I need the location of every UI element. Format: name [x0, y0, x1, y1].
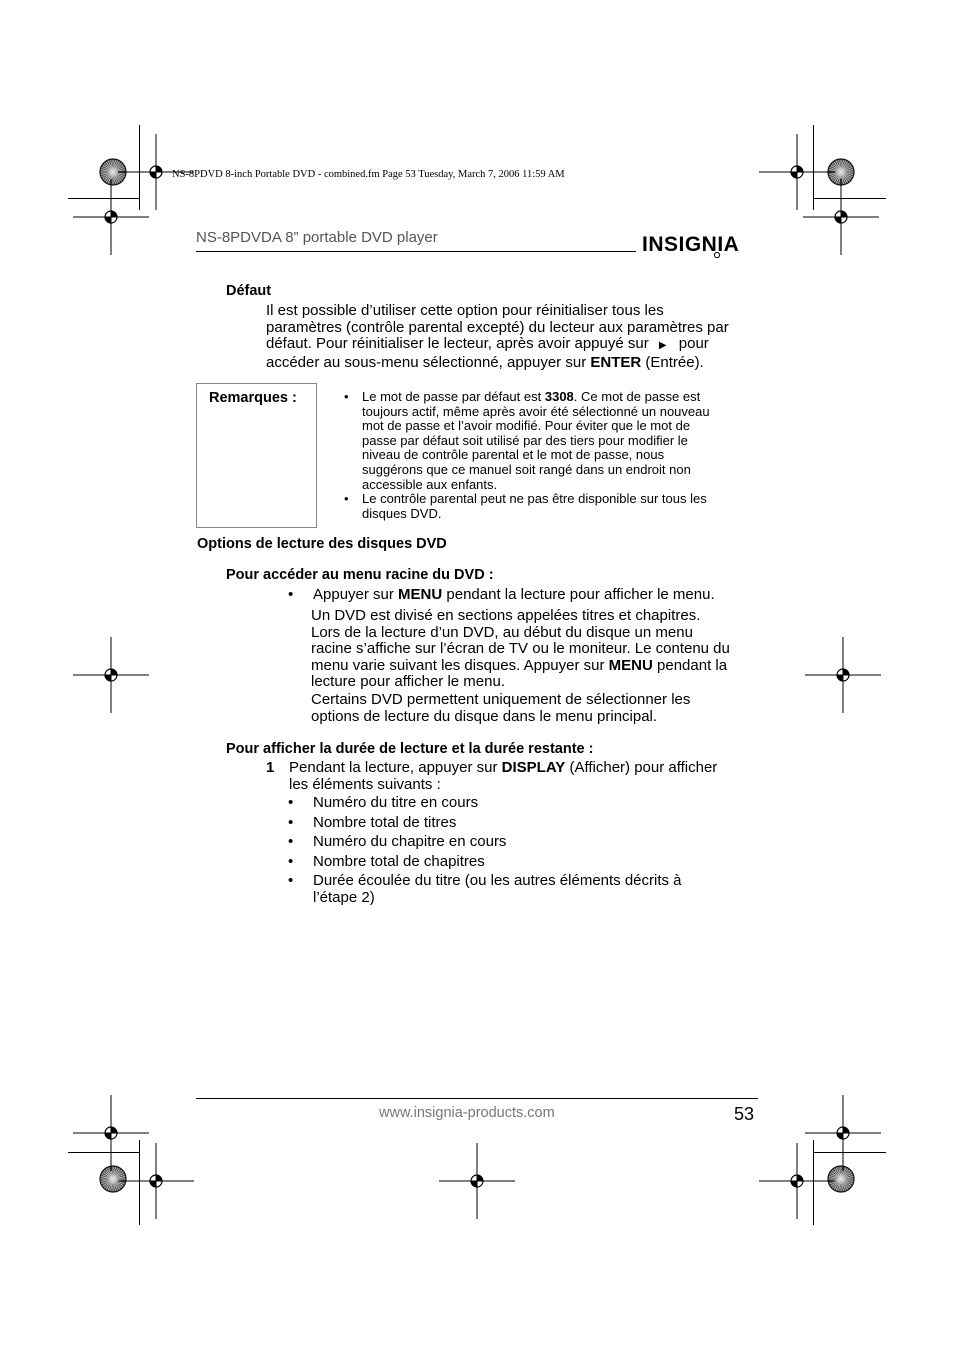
- text-span: (Afficher) pour afficher: [569, 759, 718, 776]
- text-span: Durée écoulée du titre (ou les autres éléments décrits à: [313, 872, 682, 889]
- text-span: pendant la lecture pour afficher le menu.: [446, 586, 715, 603]
- step-number: 1: [266, 759, 275, 776]
- print-header: NS-8PDVD 8-inch Portable DVD - combined.fm Page 53 Tuesday, March 7, 2006 11:59 AM: [172, 169, 565, 180]
- bullet-icon: •: [344, 491, 349, 507]
- registration-crosshair-icon: [437, 1141, 517, 1221]
- text-span: Nombre total de titres: [313, 813, 457, 831]
- text-line: disques DVD.: [362, 505, 442, 521]
- bullet-icon: •: [288, 813, 294, 831]
- menu-key-label: MENU: [398, 586, 443, 603]
- bullet-icon: •: [288, 794, 294, 811]
- defaut-heading: Défaut: [226, 283, 272, 299]
- page-number: 53: [734, 1104, 755, 1124]
- text-span: Appuyer sur: [313, 586, 394, 603]
- text-span: pendant la: [657, 656, 728, 674]
- text-line: lecture pour afficher le menu.: [311, 673, 505, 690]
- text-line: Lors de la lecture d’un DVD, au début du disque un menu: [311, 623, 693, 641]
- text-line: accessible aux enfants.: [362, 476, 498, 492]
- text-line: Certains DVD permettent uniquement de sélectionner les: [311, 691, 691, 708]
- note-item: [344, 390, 752, 492]
- list-item: [288, 834, 758, 854]
- list-item: [288, 873, 758, 906]
- text-span: Le mot de passe par défaut est: [362, 389, 542, 404]
- bullet-icon: •: [288, 586, 294, 603]
- menu-paragraph-1: [311, 608, 756, 691]
- menu-paragraph-2: [311, 692, 756, 725]
- text-line: [311, 658, 756, 675]
- text-span: menu varie suivant les disques. Appuyer sur: [311, 656, 605, 674]
- play-arrow-icon: ▶: [658, 340, 667, 351]
- note-item: [344, 492, 752, 521]
- registration-crosshair-icon: [71, 635, 151, 715]
- header-rule: [196, 251, 636, 252]
- menu-heading: Pour accéder au menu racine du DVD :: [226, 567, 494, 583]
- text-line: paramètres (contrôle parental excepté) du lecteur aux paramètres par: [266, 318, 729, 336]
- text-line: passe par défaut soit utilisé par des tiers pour modifier le: [362, 432, 688, 448]
- defaut-paragraph: [266, 303, 756, 371]
- text-line: Il est possible d’utiliser cette option pour réinitialiser tous les: [266, 302, 664, 319]
- text-line: options de lecture du disque dans le menu principal.: [311, 707, 658, 725]
- footer-url: www.insignia-products.com: [379, 1105, 555, 1121]
- display-items-list: [288, 795, 758, 906]
- text-span: Pendant la lecture, appuyer sur: [289, 759, 498, 776]
- bullet-icon: •: [344, 389, 349, 404]
- text-span: Nombre total de chapitres: [313, 852, 485, 870]
- registration-crosshair-icon: [757, 1141, 837, 1221]
- list-item: [288, 795, 758, 815]
- text-line: Un DVD est divisé en sections appelées titres et chapitres.: [311, 607, 701, 624]
- text-span: défaut. Pour réinitialiser le lecteur, après avoir appuyé sur: [266, 335, 649, 352]
- notes-label: Remarques :: [209, 390, 297, 406]
- list-item: [288, 815, 758, 835]
- text-line: Le contrôle parental peut ne pas être disponible sur tous les: [362, 491, 707, 507]
- running-title: NS-8PDVDA 8” portable DVD player: [196, 229, 438, 246]
- text-line: [266, 336, 756, 355]
- text-span: (Entrée).: [645, 353, 704, 371]
- list-item: [288, 854, 758, 874]
- text-span: Numéro du titre en cours: [313, 794, 479, 811]
- text-line: toujours actif, même après avoir été sélectionné un nouveau: [362, 403, 710, 419]
- menu-key-label: MENU: [608, 656, 653, 674]
- text-line: suggérons que ce manuel soit rangé dans un endroit non: [362, 461, 691, 477]
- registration-crosshair-icon: [116, 1141, 196, 1221]
- registration-crosshair-icon: [803, 635, 883, 715]
- registration-crosshair-icon: [801, 177, 881, 257]
- display-key-label: DISPLAY: [501, 759, 566, 776]
- insignia-logo: [642, 229, 760, 259]
- text-line: niveau de contrôle parental et le mot de passe, nous: [362, 447, 665, 463]
- text-span: pour: [678, 335, 709, 352]
- text-span: Numéro du chapitre en cours: [313, 833, 507, 850]
- time-heading: Pour afficher la durée de lecture et la durée restante :: [226, 741, 594, 757]
- text-line: mot de passe et l’avoir modifié. Pour éviter que le mot de: [362, 418, 691, 434]
- enter-key-label: ENTER: [590, 353, 642, 371]
- bullet-icon: •: [288, 833, 294, 850]
- text-line: racine s’affiche sur l’écran de TV ou le moniteur. Le contenu du: [311, 640, 730, 657]
- text-line: les éléments suivants :: [289, 775, 441, 793]
- text-span: . Ce mot de passe est: [573, 389, 701, 404]
- logo-text: INSIGNIA: [642, 233, 740, 256]
- step-1: [266, 760, 756, 793]
- options-heading: Options de lecture des disques DVD: [197, 536, 447, 552]
- bullet-icon: •: [288, 872, 294, 889]
- default-password: 3308: [544, 389, 574, 404]
- menu-bullet: [288, 587, 758, 604]
- notes-list: [344, 390, 752, 521]
- registration-crosshair-icon: [71, 177, 151, 257]
- text-line: l’étape 2): [313, 888, 375, 906]
- text-line: [362, 390, 752, 405]
- bullet-icon: •: [288, 852, 294, 870]
- footer-rule: [196, 1098, 758, 1099]
- text-span: accéder au sous-menu sélectionné, appuyer sur: [266, 353, 587, 371]
- text-line: [266, 355, 756, 372]
